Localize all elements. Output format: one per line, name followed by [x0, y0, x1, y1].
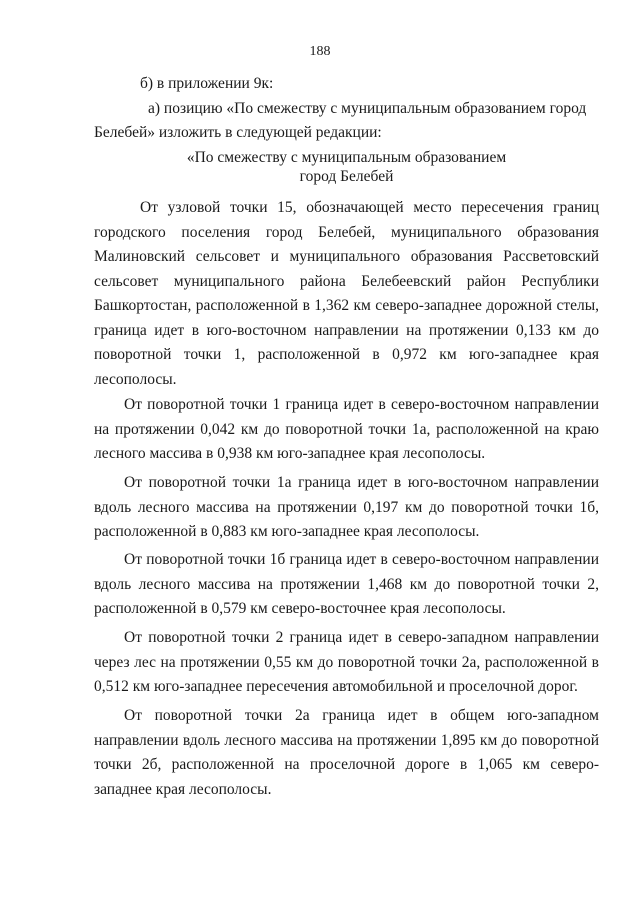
- paragraph-first-line: От поворотной точки 2 граница идет в северо-западном направлении: [124, 629, 599, 646]
- paragraph-5: [94, 626, 599, 700]
- paragraph-1: [94, 196, 599, 392]
- paragraph-first-line: От поворотной точки 1а граница идет в юго-восточном направлении: [124, 474, 599, 491]
- paragraph-first-line: От поворотной точки 1б граница идет в северо-восточном направлении: [124, 551, 599, 568]
- section-title-line2: город Белебей: [299, 168, 394, 185]
- paragraph-body: городского поселения город Белебей, муниципального образования Малиновский сельсовет и муниципального образования Рассветовский сельсовет муниципального района Белебеевский район Республики Башкортостан, расположенной в 1,362 км северо-западнее дорожной стелы, граница идет в юго-восточном направлении на протяжении 0,133 км до поворотной точки 1, расположенной в 0,972 км юго-западнее края лесополосы.: [94, 223, 599, 388]
- section-title: [94, 148, 599, 186]
- paragraph-first-line: От узловой точки 15, обозначающей место пересечения границ: [140, 199, 599, 216]
- paragraph-body: через лес на протяжении 0,55 км до поворотной точки 2а, расположенной в 0,512 км юго-западнее пересечения автомобильной и проселочной дорог.: [94, 653, 599, 695]
- intro-item-a-line1: а) позицию «По смежеству с муниципальным образованием город: [148, 99, 587, 117]
- paragraph-body: на протяжении 0,042 км до поворотной точки 1а, расположенной на краю лесного массива в 0,938 км юго-западнее края лесополосы.: [94, 420, 599, 462]
- paragraph-first-line: От поворотной точки 2а граница идет в общем юго-западном: [124, 707, 599, 724]
- paragraph-body: вдоль лесного массива на протяжении 1,468 км до поворотной точки 2, расположенной в 0,579 км северо-восточнее края лесополосы.: [94, 575, 599, 617]
- paragraph-4: [94, 548, 599, 622]
- paragraph-body: вдоль лесного массива на протяжении 0,197 км до поворотной точки 1б, расположенной в 0,883 км юго-западнее края лесополосы.: [94, 498, 599, 540]
- intro-block: [94, 72, 599, 146]
- section-title-line1: «По смежеству с муниципальным образованием: [186, 149, 507, 166]
- intro-item-a-line2: Белебей» изложить в следующей редакции:: [94, 124, 382, 141]
- intro-item-b: б) в приложении 9к:: [140, 75, 274, 92]
- paragraph-first-line: От поворотной точки 1 граница идет в северо-восточном направлении: [124, 396, 599, 413]
- page-number: 188: [309, 44, 331, 59]
- paragraph-3: [94, 471, 599, 545]
- paragraph-6: [94, 704, 599, 802]
- paragraph-body: направлении вдоль лесного массива на протяжении 1,895 км до поворотной точки 2б, расположенной на проселочной дороге в 1,065 км северо-западнее края лесополосы.: [94, 731, 599, 798]
- paragraph-2: [94, 393, 599, 467]
